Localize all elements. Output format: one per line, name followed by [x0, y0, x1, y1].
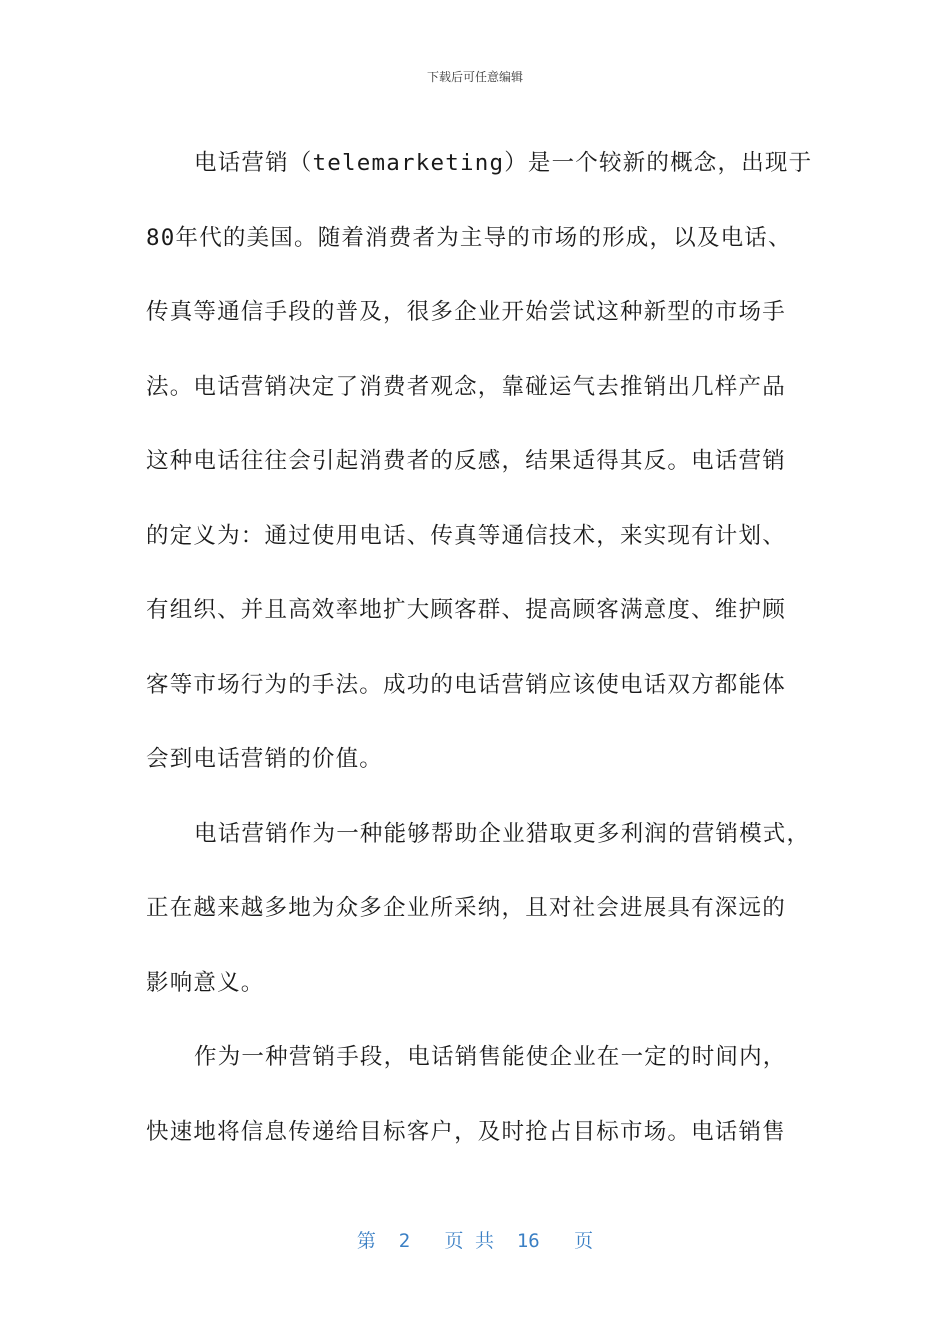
body-text: [146, 126, 816, 1169]
paragraph-line: 法。电话营销决定了消费者观念，靠碰运气去推销出几样产品: [146, 373, 786, 400]
paragraph-line: 电话营销（telemarketing）是一个较新的概念，出现于: [194, 150, 813, 176]
paragraph-line: 客等市场行为的手法。成功的电话营销应该使电话双方都能体: [146, 671, 786, 698]
paragraph-line: 影响意义。: [146, 969, 265, 996]
paragraph-line: 快速地将信息传递给目标客户，及时抢占目标市场。电话销售: [146, 1118, 786, 1145]
paragraph-line: 有组织、并且高效率地扩大顾客群、提高顾客满意度、维护顾: [146, 597, 786, 623]
paragraph-line: 的定义为：通过使用电话、传真等通信技术，来实现有计划、: [146, 522, 786, 549]
paragraph-line: 正在越来越多地为众多企业所采纳，且对社会进展具有深远的: [146, 895, 786, 921]
paragraph-line: 电话营销作为一种能够帮助企业猎取更多利润的营销模式，: [194, 820, 811, 847]
paragraph-line: 这种电话往往会引起消费者的反感，结果适得其反。电话营销: [146, 448, 786, 474]
paragraph-line: 传真等通信手段的普及，很多企业开始尝试这种新型的市场手: [146, 299, 786, 325]
paragraph-line: 会到电话营销的价值。: [146, 746, 384, 772]
header-note: 下载后可任意编辑: [426, 70, 523, 84]
paragraph-line: 80年代的美国。随着消费者为主导的市场的形成，以及电话、: [146, 224, 792, 251]
page-number-footer: 第 2 页 共 16 页: [356, 1230, 594, 1252]
paragraph-line: 作为一种营销手段，电话销售能使企业在一定的时间内，: [194, 1044, 787, 1070]
